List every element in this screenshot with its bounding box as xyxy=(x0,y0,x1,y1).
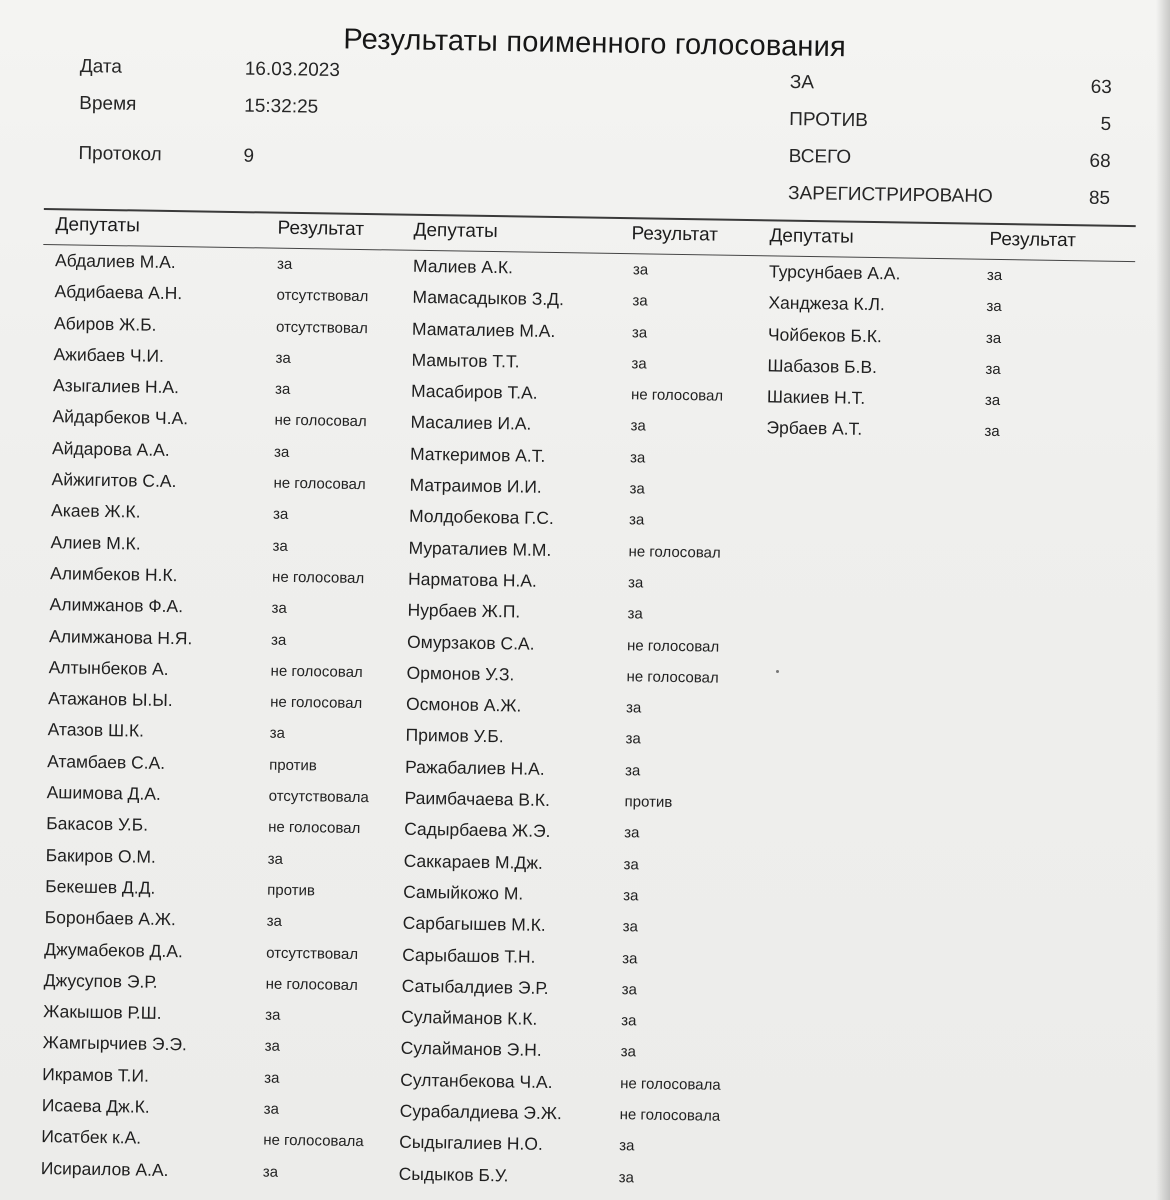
vote-result: за xyxy=(627,605,643,623)
deputy-name: Жамгырчиев Э.Э. xyxy=(42,1032,187,1055)
deputy-name: Шакиев Н.Т. xyxy=(766,386,866,409)
deputy-name: Икрамов Т.И. xyxy=(42,1063,150,1086)
date-value: 16.03.2023 xyxy=(244,58,341,82)
vote-result: за xyxy=(622,918,639,936)
vote-result: не голосовал xyxy=(271,568,365,588)
vote-result: за xyxy=(632,261,649,279)
deputy-name: Алтынбеков А. xyxy=(48,656,169,679)
vote-result: за xyxy=(276,255,293,273)
deputy-name: Садырбаева Ж.Э. xyxy=(404,819,551,842)
vote-result: не голосовал xyxy=(273,474,366,494)
deputy-name: Малиев А.К. xyxy=(412,255,514,278)
deputy-name: Мамасадыков З.Д. xyxy=(412,287,565,310)
deputy-name: Маткеримов А.Т. xyxy=(409,443,546,466)
deputy-name: Атамбаев С.А. xyxy=(47,750,166,773)
vote-result: за xyxy=(621,1012,637,1030)
deputy-name: Джумабеков Д.А. xyxy=(44,938,184,961)
deputy-name: Саккараев М.Дж. xyxy=(403,850,544,873)
vote-result: за xyxy=(629,449,646,467)
table-row xyxy=(398,1163,758,1200)
deputy-name: Мамытов Т.Т. xyxy=(411,349,520,372)
for-label: ЗА xyxy=(789,72,815,94)
deputy-name: Исираилов А.А. xyxy=(40,1157,169,1180)
deputy-name: Нурбаев Ж.П. xyxy=(407,600,521,622)
vote-result: за xyxy=(266,912,283,931)
vote-result: за xyxy=(628,511,645,529)
deputy-name: Сулайманов Э.Н. xyxy=(400,1038,542,1061)
deputy-name: Раимбачаева В.К. xyxy=(404,787,551,811)
vote-result: за xyxy=(986,298,1002,316)
deputy-name: Сарыбашов Т.Н. xyxy=(402,944,536,967)
deputy-name: Сурабалдиева Э.Ж. xyxy=(399,1100,562,1124)
deputy-name: Осмонов А.Ж. xyxy=(405,693,522,716)
vote-result: отсутствовала xyxy=(268,787,369,807)
meta-date-row xyxy=(80,56,380,87)
deputy-name: Акаев Ж.К. xyxy=(50,500,141,522)
vote-result: за xyxy=(264,1069,280,1087)
deputy-name: Ашимова Д.А. xyxy=(46,782,162,804)
deputy-name: Жакышов Р.Ш. xyxy=(43,1001,162,1024)
meta-protocol-row xyxy=(78,143,378,174)
deputy-name: Атажанов Ы.Ы. xyxy=(48,688,173,711)
vote-result: не голосовал xyxy=(265,975,358,994)
vote-result: за xyxy=(273,443,290,461)
vote-result: не голосовал xyxy=(626,636,720,656)
vote-result: за xyxy=(630,417,646,435)
deputy-name: Матраимов И.И. xyxy=(409,474,542,497)
totals-total-row xyxy=(788,146,1118,177)
protocol-label: Протокол xyxy=(78,142,162,166)
deputy-name: Исаева Дж.К. xyxy=(41,1095,150,1117)
meta-time-row xyxy=(79,93,379,124)
totals-for-row xyxy=(790,72,1120,103)
registered-value: 85 xyxy=(1088,187,1111,210)
vote-result: за xyxy=(270,631,287,649)
vote-result: за xyxy=(623,824,640,842)
vote-result: за xyxy=(619,1137,635,1155)
table-row xyxy=(40,1158,400,1195)
header-deputies: Депутаты xyxy=(55,214,141,237)
deputy-name: Примов У.Б. xyxy=(405,725,504,747)
date-label: Дата xyxy=(79,56,123,78)
vote-result: за xyxy=(274,380,291,399)
deputy-name: Азыгалиев Н.А. xyxy=(52,375,180,398)
vote-result: за xyxy=(627,574,644,592)
vote-result: за xyxy=(985,329,1002,347)
deputy-name: Молдобекова Г.С. xyxy=(408,506,555,529)
against-label: ПРОТИВ xyxy=(789,108,869,132)
vote-result: за xyxy=(625,730,641,748)
document-title: Результаты поименного голосования xyxy=(343,23,847,64)
vote-result: за xyxy=(624,761,641,780)
vote-result: за xyxy=(620,1043,637,1061)
total-value: 68 xyxy=(1089,150,1111,173)
deputy-name: Абдибаева А.Н. xyxy=(54,281,183,304)
header-deputies: Депутаты xyxy=(413,219,498,243)
column-rows xyxy=(40,250,415,1194)
deputy-name: Масалиев И.А. xyxy=(410,412,532,435)
deputy-name: Бакиров О.М. xyxy=(45,844,157,867)
deputy-name: Султанбекова Ч.А. xyxy=(400,1069,553,1092)
vote-result: не голосовал xyxy=(626,668,719,687)
deputy-name: Ханджеза К.Л. xyxy=(768,292,885,315)
paper-edge-shadow xyxy=(1156,0,1170,1200)
vote-result: за xyxy=(984,391,1001,410)
against-value: 5 xyxy=(1100,113,1112,136)
deputy-name: Атазов Ш.К. xyxy=(47,719,145,742)
deputy-name: Джусупов Э.Р. xyxy=(43,969,158,992)
header-result: Результат xyxy=(989,228,1077,252)
time-label: Время xyxy=(79,92,137,115)
vote-result: не голосовал xyxy=(268,818,361,838)
deputy-name: Эрбаев А.Т. xyxy=(766,417,863,440)
meta-block xyxy=(78,56,380,191)
deputy-name: Алимжанова Н.Я. xyxy=(48,625,193,648)
for-value: 63 xyxy=(1090,76,1112,99)
vote-result: за xyxy=(984,423,1000,441)
header-result: Результат xyxy=(631,223,719,246)
deputy-name: Айдарбеков Ч.А. xyxy=(52,406,189,429)
deputy-name: Самыйкожо М. xyxy=(403,881,524,904)
deputy-name: Боронбаев А.Ж. xyxy=(44,907,177,930)
totals-registered-row xyxy=(788,183,1118,214)
deputy-name: Маматалиев М.А. xyxy=(411,318,556,341)
vote-result: не голосовала xyxy=(263,1131,364,1151)
column-header xyxy=(413,220,773,256)
time-value: 15:32:25 xyxy=(244,95,319,118)
deputy-name: Абдалиев М.А. xyxy=(54,250,176,273)
vote-result: за xyxy=(629,480,645,498)
vote-result: против xyxy=(624,793,673,811)
vote-result: не голосовал xyxy=(630,386,724,405)
column-header xyxy=(55,214,415,250)
vote-result: отсутствовал xyxy=(266,944,359,963)
vote-result: за xyxy=(985,360,1001,378)
vote-result: за xyxy=(622,949,638,967)
registered-label: ЗАРЕГИСТРИРОВАНО xyxy=(787,182,993,208)
deputy-name: Омурзаков С.А. xyxy=(406,631,535,654)
header-deputies: Депутаты xyxy=(769,225,854,248)
vote-table xyxy=(28,200,1144,1200)
deputy-name: Турсунбаев А.А. xyxy=(768,261,901,284)
header-result: Результат xyxy=(277,217,365,241)
vote-result: за xyxy=(623,887,639,905)
deputy-name: Мураталиев М.М. xyxy=(408,537,552,560)
vote-result: за xyxy=(272,506,289,524)
vote-result: не голосовал xyxy=(270,693,363,713)
vote-result: за xyxy=(262,1163,279,1181)
vote-result: за xyxy=(618,1168,635,1186)
protocol-value: 9 xyxy=(243,145,255,167)
vote-result: за xyxy=(275,349,291,367)
vote-result: не голосовал xyxy=(274,412,367,431)
deputy-name: Айдарова А.А. xyxy=(51,437,170,460)
vote-result: за xyxy=(986,266,1003,285)
vote-result: за xyxy=(631,323,648,342)
deputy-name: Сыдыков Б.У. xyxy=(398,1163,509,1186)
vote-result: не голосовала xyxy=(620,1074,721,1094)
deputy-name: Бекешев Д.Д. xyxy=(45,876,156,898)
vote-result: за xyxy=(625,699,642,717)
deputy-name: Абиров Ж.Б. xyxy=(53,312,157,335)
paper-speck xyxy=(776,670,779,673)
deputy-name: Айжигитов С.А. xyxy=(51,469,177,492)
vote-result: за xyxy=(267,850,284,868)
table-row xyxy=(766,418,1126,455)
totals-against-row xyxy=(789,109,1119,140)
deputy-name: Алимжанов Ф.А. xyxy=(49,594,184,617)
totals-block xyxy=(788,72,1120,217)
deputy-name: Сарбагышев М.К. xyxy=(402,912,546,936)
deputy-name: Сыдыгалиев Н.О. xyxy=(399,1132,543,1155)
vote-result: за xyxy=(269,725,286,743)
vote-result: за xyxy=(264,1037,281,1056)
vote-result: не голосовал xyxy=(628,542,721,562)
vote-result: за xyxy=(632,292,648,310)
deputy-name: Ажибаев Ч.И. xyxy=(53,344,165,366)
vote-result: против xyxy=(267,881,316,900)
deputy-name: Сулайманов К.К. xyxy=(401,1006,538,1029)
deputy-name: Бакасов У.Б. xyxy=(46,813,149,836)
deputy-name: Масабиров Т.А. xyxy=(410,380,538,403)
deputy-name: Чойбеков Б.К. xyxy=(767,323,883,346)
deputy-name: Алиев М.К. xyxy=(50,531,141,554)
vote-result: отсутствовал xyxy=(275,318,368,337)
vote-result: за xyxy=(263,1100,280,1118)
vote-result: за xyxy=(272,537,288,555)
column-rows xyxy=(398,256,773,1200)
vote-result: за xyxy=(631,355,647,373)
column-header xyxy=(769,225,1129,261)
deputy-name: Алимбеков Н.К. xyxy=(49,563,178,586)
vote-result: отсутствовал xyxy=(276,286,369,306)
deputy-name: Ражабалиев Н.А. xyxy=(404,756,545,779)
deputy-name: Исатбек к.А. xyxy=(41,1126,142,1148)
deputy-name: Нарматова Н.А. xyxy=(407,568,538,591)
total-label: ВСЕГО xyxy=(788,145,852,168)
vote-result: за xyxy=(623,855,640,874)
vote-result: не голосовала xyxy=(619,1106,721,1125)
column-rows xyxy=(766,261,1129,454)
vote-result: не голосовал xyxy=(270,662,363,681)
deputy-name: Ормонов У.З. xyxy=(406,662,515,685)
deputy-name: Шабазов Б.В. xyxy=(767,355,878,377)
vote-result: за xyxy=(265,1006,281,1024)
vote-result: против xyxy=(269,756,317,775)
vote-result: за xyxy=(271,599,287,618)
deputy-name: Сатыбалдиев Э.Р. xyxy=(401,975,549,998)
vote-result: за xyxy=(621,981,638,999)
